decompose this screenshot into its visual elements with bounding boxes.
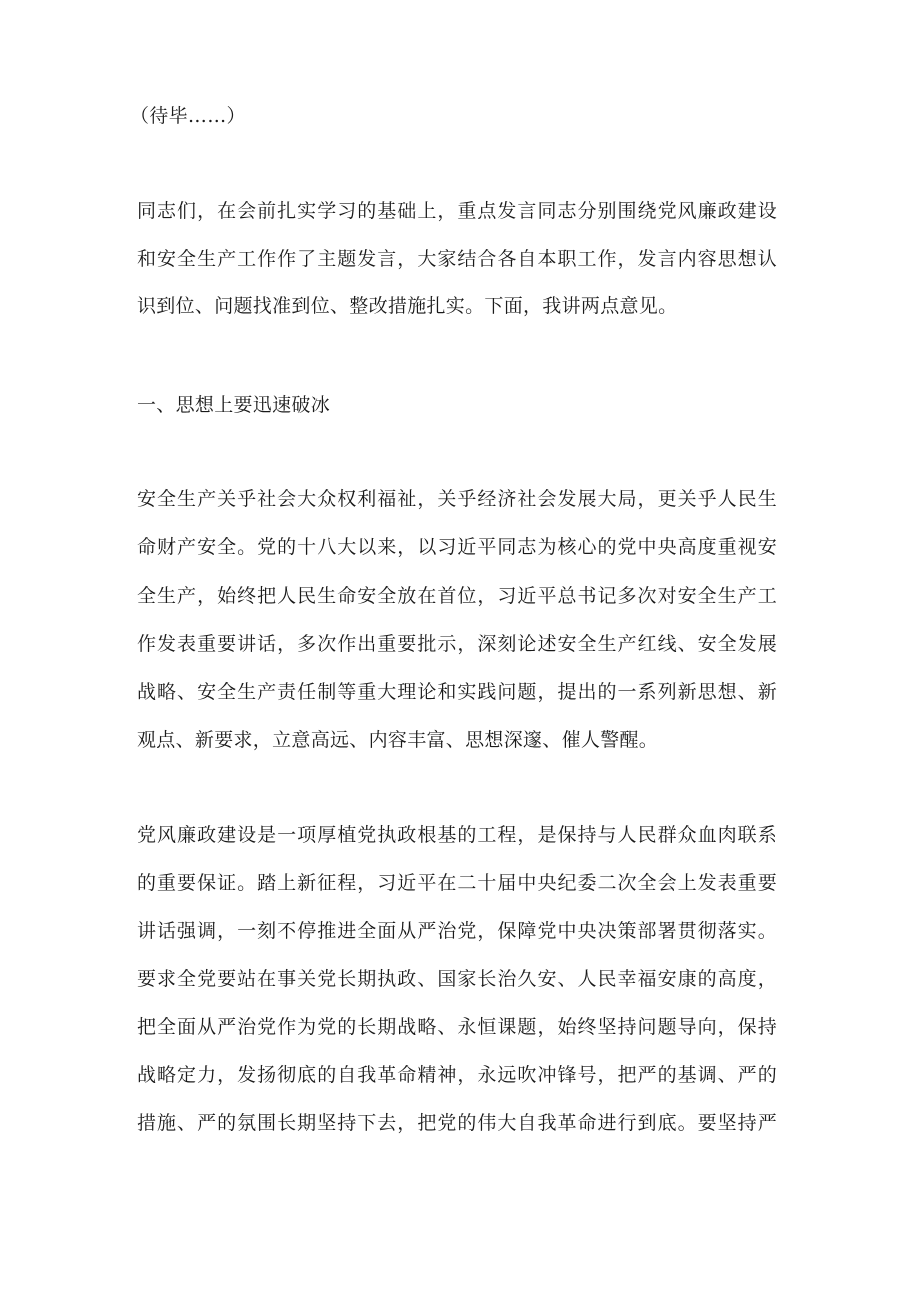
paragraph-3-line: 措施、严的氛围长期坚持下去，把党的伟大自我革命进行到底。要坚持严	[137, 1112, 777, 1134]
pending-note: （待毕……）	[130, 105, 246, 127]
paragraph-3-line: 战略定力，发扬彻底的自我革命精神，永远吹冲锋号，把严的基调、严的	[137, 1064, 777, 1086]
paragraph-2-line: 作发表重要讲话，多次作出重要批示，深刻论述安全生产红线、安全发展	[137, 633, 777, 655]
paragraph-3-line: 党风廉政建设是一项厚植党执政根基的工程，是保持与人民群众血肉联系	[137, 824, 777, 846]
paragraph-2-line: 命财产安全。党的十八大以来，以习近平同志为核心的党中央高度重视安	[137, 536, 777, 558]
paragraph-2-line: 安全生产关乎社会大众权利福祉，关乎经济社会发展大局，更关乎人民生	[137, 488, 777, 510]
paragraph-3-line: 讲话强调，一刻不停推进全面从严治党，保障党中央决策部署贯彻落实。	[137, 920, 777, 942]
paragraph-3-line: 的重要保证。踏上新征程，习近平在二十届中央纪委二次全会上发表重要	[137, 872, 777, 894]
section-heading: 一、思想上要迅速破冰	[137, 394, 331, 416]
paragraph-2-line: 全生产，始终把人民生命安全放在首位，习近平总书记多次对安全生产工	[137, 585, 777, 607]
paragraph-1-line: 同志们，在会前扎实学习的基础上，重点发言同志分别围绕党风廉政建设	[137, 200, 777, 222]
paragraph-1-line: 和安全生产工作作了主题发言，大家结合各自本职工作，发言内容思想认	[137, 248, 777, 270]
paragraph-2-line: 观点、新要求，立意高远、内容丰富、思想深邃、催人警醒。	[137, 729, 659, 751]
paragraph-1-line: 识到位、问题找准到位、整改措施扎实。下面，我讲两点意见。	[137, 295, 678, 317]
paragraph-3-line: 要求全党要站在事关党长期执政、国家长治久安、人民幸福安康的高度，	[137, 968, 777, 990]
paragraph-3-line: 把全面从严治党作为党的长期战略、永恒课题，始终坚持问题导向，保持	[137, 1016, 777, 1038]
paragraph-2-line: 战略、安全生产责任制等重大理论和实践问题，提出的一系列新思想、新	[137, 681, 777, 703]
